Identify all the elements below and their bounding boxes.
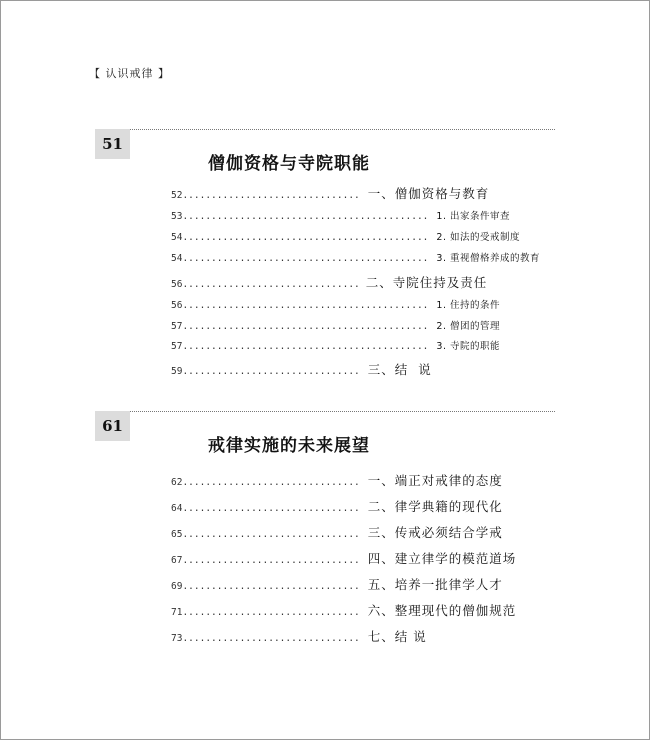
dot-leader: ........................................... (182, 321, 429, 332)
toc-entry[interactable] (171, 318, 500, 332)
chapter-title: 戒律实施的未来展望 (208, 436, 370, 456)
toc-entry[interactable] (171, 338, 500, 352)
toc-page-number: 53 (171, 211, 183, 222)
toc-page-number: 52 (171, 190, 183, 201)
toc-entry[interactable] (171, 229, 520, 243)
toc-entry[interactable] (171, 627, 427, 645)
toc-section-2 (95, 411, 555, 661)
dot-leader: ............................... (182, 279, 360, 290)
toc-label: 五、培养一批律学人才 (367, 577, 503, 592)
chapter-page-number[interactable]: 51 (95, 129, 130, 159)
toc-entry[interactable] (171, 471, 503, 489)
section-divider (130, 411, 555, 412)
dot-leader: ........................................... (182, 300, 429, 311)
toc-entry[interactable] (171, 297, 500, 311)
toc-page-number: 59 (171, 366, 183, 377)
dot-leader: ........................................... (182, 232, 429, 243)
toc-page-number: 57 (171, 341, 183, 352)
toc-entry[interactable] (171, 523, 503, 541)
dot-leader: ........................................... (182, 341, 429, 352)
toc-page-number: 65 (171, 529, 183, 540)
toc-page-number: 56 (171, 279, 183, 290)
dot-leader: ............................... (182, 555, 360, 566)
dot-leader: ............................... (182, 607, 360, 618)
toc-label: 三、传戒必须结合学戒 (367, 525, 503, 540)
dot-leader: ............................... (182, 190, 360, 201)
dot-leader: ............................... (182, 581, 360, 592)
toc-entry[interactable] (171, 601, 516, 619)
dot-leader: ........................................... (182, 211, 429, 222)
toc-label: 1. 住持的条件 (436, 300, 500, 311)
chapter-page-number[interactable]: 61 (95, 411, 130, 441)
toc-label: 3. 重视僧格养成的教育 (436, 253, 540, 264)
toc-entry[interactable] (171, 575, 503, 593)
toc-page-number: 57 (171, 321, 183, 332)
dot-leader: ............................... (182, 503, 360, 514)
toc-page-number: 67 (171, 555, 183, 566)
toc-label: 二、律学典籍的现代化 (367, 499, 503, 514)
toc-page-number: 73 (171, 633, 183, 644)
toc-page-number: 54 (171, 232, 183, 243)
toc-label: 一、端正对戒律的态度 (367, 473, 503, 488)
toc-page-number: 56 (171, 300, 183, 311)
toc-entry[interactable] (171, 549, 516, 567)
toc-label: 1. 出家条件审查 (436, 211, 510, 222)
dot-leader: ............................... (182, 633, 360, 644)
toc-page-number: 62 (171, 477, 183, 488)
toc-label: 四、建立律学的模范道场 (367, 551, 517, 566)
toc-entry[interactable] (171, 208, 510, 222)
toc-page-number: 71 (171, 607, 183, 618)
toc-label: 2. 如法的受戒制度 (436, 232, 520, 243)
dot-leader: ............................... (182, 477, 360, 488)
toc-entry[interactable] (171, 273, 487, 291)
chapter-title: 僧伽资格与寺院职能 (208, 154, 370, 174)
running-header: 【 认识戒律 】 (89, 67, 170, 80)
toc-page-number: 69 (171, 581, 183, 592)
toc-label: 七、结 说 (367, 629, 427, 644)
dot-leader: ........................................... (182, 253, 429, 264)
toc-entry[interactable] (171, 360, 432, 378)
dot-leader: ............................... (182, 529, 360, 540)
toc-label: 一、僧伽资格与教育 (367, 186, 490, 201)
toc-section-1 (95, 129, 555, 389)
toc-page-number: 64 (171, 503, 183, 514)
section-divider (130, 129, 555, 130)
toc-label: 三、结 说 (367, 362, 432, 377)
toc-label: 2. 僧团的管理 (436, 321, 500, 332)
toc-entry[interactable] (171, 497, 503, 515)
toc-label: 3. 寺院的职能 (436, 341, 500, 352)
toc-entry[interactable] (171, 250, 540, 264)
toc-label: 六、整理现代的僧伽规范 (367, 603, 517, 618)
toc-label: 二、寺院住持及责任 (365, 275, 488, 290)
toc-entry[interactable] (171, 184, 489, 202)
dot-leader: ............................... (182, 366, 360, 377)
toc-page-number: 54 (171, 253, 183, 264)
